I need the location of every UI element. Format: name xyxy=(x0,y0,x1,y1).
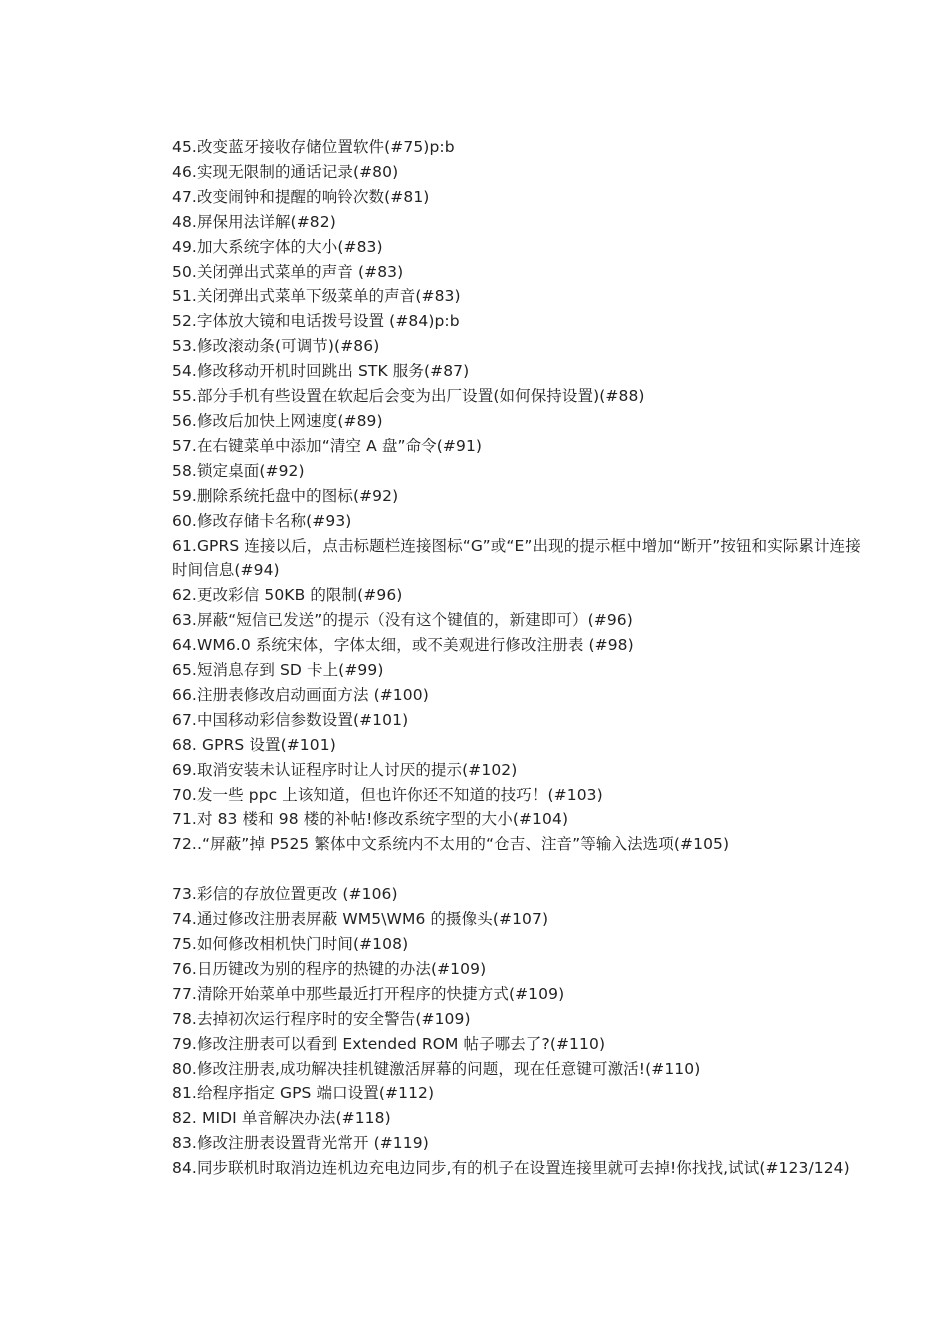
list-item: 77.清除开始菜单中那些最近打开程序的快捷方式(#109) xyxy=(172,984,565,1003)
list-item: 70.发一些 ppc 上该知道，但也许你还不知道的技巧！(#103) xyxy=(172,785,603,804)
list-item: 47.改变闹钟和提醒的响铃次数(#81) xyxy=(172,187,430,206)
list-item: 81.给程序指定 GPS 端口设置(#112) xyxy=(172,1084,435,1103)
list-item: 62.更改彩信 50KB 的限制(#96) xyxy=(172,586,403,605)
list-item: 64.WM6.0 系统宋体，字体太细，或不美观进行修改注册表 (#98) xyxy=(172,636,634,655)
list-item: 59.删除系统托盘中的图标(#92) xyxy=(172,486,399,505)
list-item: 78.去掉初次运行程序时的安全警告(#109) xyxy=(172,1009,471,1028)
list-item: 79.修改注册表可以看到 Extended ROM 帖子哪去了?(#110) xyxy=(172,1034,606,1053)
list-item: 80.修改注册表,成功解决挂机键激活屏幕的问题，现在任意键可激活!(#110) xyxy=(172,1059,701,1078)
list-item: 55.部分手机有些设置在软起后会变为出厂设置(如何保持设置)(#88) xyxy=(172,387,645,406)
list-item: 72..“屏蔽”掉 P525 繁体中文系统内不太用的“仓吉、注音”等输入法选项(#105) xyxy=(172,835,730,854)
list-item: 83.修改注册表设置背光常开 (#119) xyxy=(172,1134,429,1153)
list-item: 51.关闭弹出式菜单下级菜单的声音(#83) xyxy=(172,287,461,306)
list-item: 74.通过修改注册表屏蔽 WM5\WM6 的摄像头(#107) xyxy=(172,910,549,929)
list-item: 63.屏蔽“短信已发送”的提示（没有这个键值的，新建即可）(#96) xyxy=(172,611,633,630)
list-item: 67.中国移动彩信参数设置(#101) xyxy=(172,710,409,729)
list-item: 57.在右键菜单中添加“清空 A 盘”命令(#91) xyxy=(172,436,483,455)
list-item: 73.彩信的存放位置更改 (#106) xyxy=(172,885,398,904)
list-item: 50.关闭弹出式菜单的声音 (#83) xyxy=(172,262,404,281)
list-item: 69.取消安装未认证程序时让人讨厌的提示(#102) xyxy=(172,760,518,779)
list-item: 48.屏保用法详解(#82) xyxy=(172,212,336,231)
list-item: 75.如何修改相机快门时间(#108) xyxy=(172,934,409,953)
list-item: 52.字体放大镜和电话拨号设置 (#84)p:b xyxy=(172,312,460,331)
list-item: 54.修改移动开机时回跳出 STK 服务(#87) xyxy=(172,362,470,381)
list-item: 56.修改后加快上网速度(#89) xyxy=(172,411,383,430)
list-item: 76.日历键改为别的程序的热键的办法(#109) xyxy=(172,959,487,978)
list-item: 58.锁定桌面(#92) xyxy=(172,461,305,480)
list-item: 61.GPRS 连接以后，点击标题栏连接图标“G”或“E”出现的提示框中增加“断开”按钮和实际累计连接时间信息(#94) xyxy=(172,536,861,580)
list-item: 46.实现无限制的通话记录(#80) xyxy=(172,162,399,181)
list-item: 65.短消息存到 SD 卡上(#99) xyxy=(172,661,384,680)
list-item: 84.同步联机时取消边连机边充电边同步,有的机子在设置连接里就可去掉!你找找,试试(#123/124) xyxy=(172,1159,850,1178)
list-item: 71.对 83 楼和 98 楼的补帖!修改系统字型的大小(#104) xyxy=(172,810,569,829)
list-item: 60.修改存储卡名称(#93) xyxy=(172,511,352,530)
blank-line xyxy=(172,857,862,882)
list-item: 53.修改滚动条(可调节)(#86) xyxy=(172,337,380,356)
list-item: 49.加大系统字体的大小(#83) xyxy=(172,237,383,256)
toc-list xyxy=(172,135,862,1181)
list-item: 66.注册表修改启动画面方法 (#100) xyxy=(172,685,429,704)
list-item: 82. MIDI 单音解决办法(#118) xyxy=(172,1109,391,1128)
list-item: 45.改变蓝牙接收存储位置软件(#75)p:b xyxy=(172,138,455,156)
list-item: 68. GPRS 设置(#101) xyxy=(172,735,336,754)
